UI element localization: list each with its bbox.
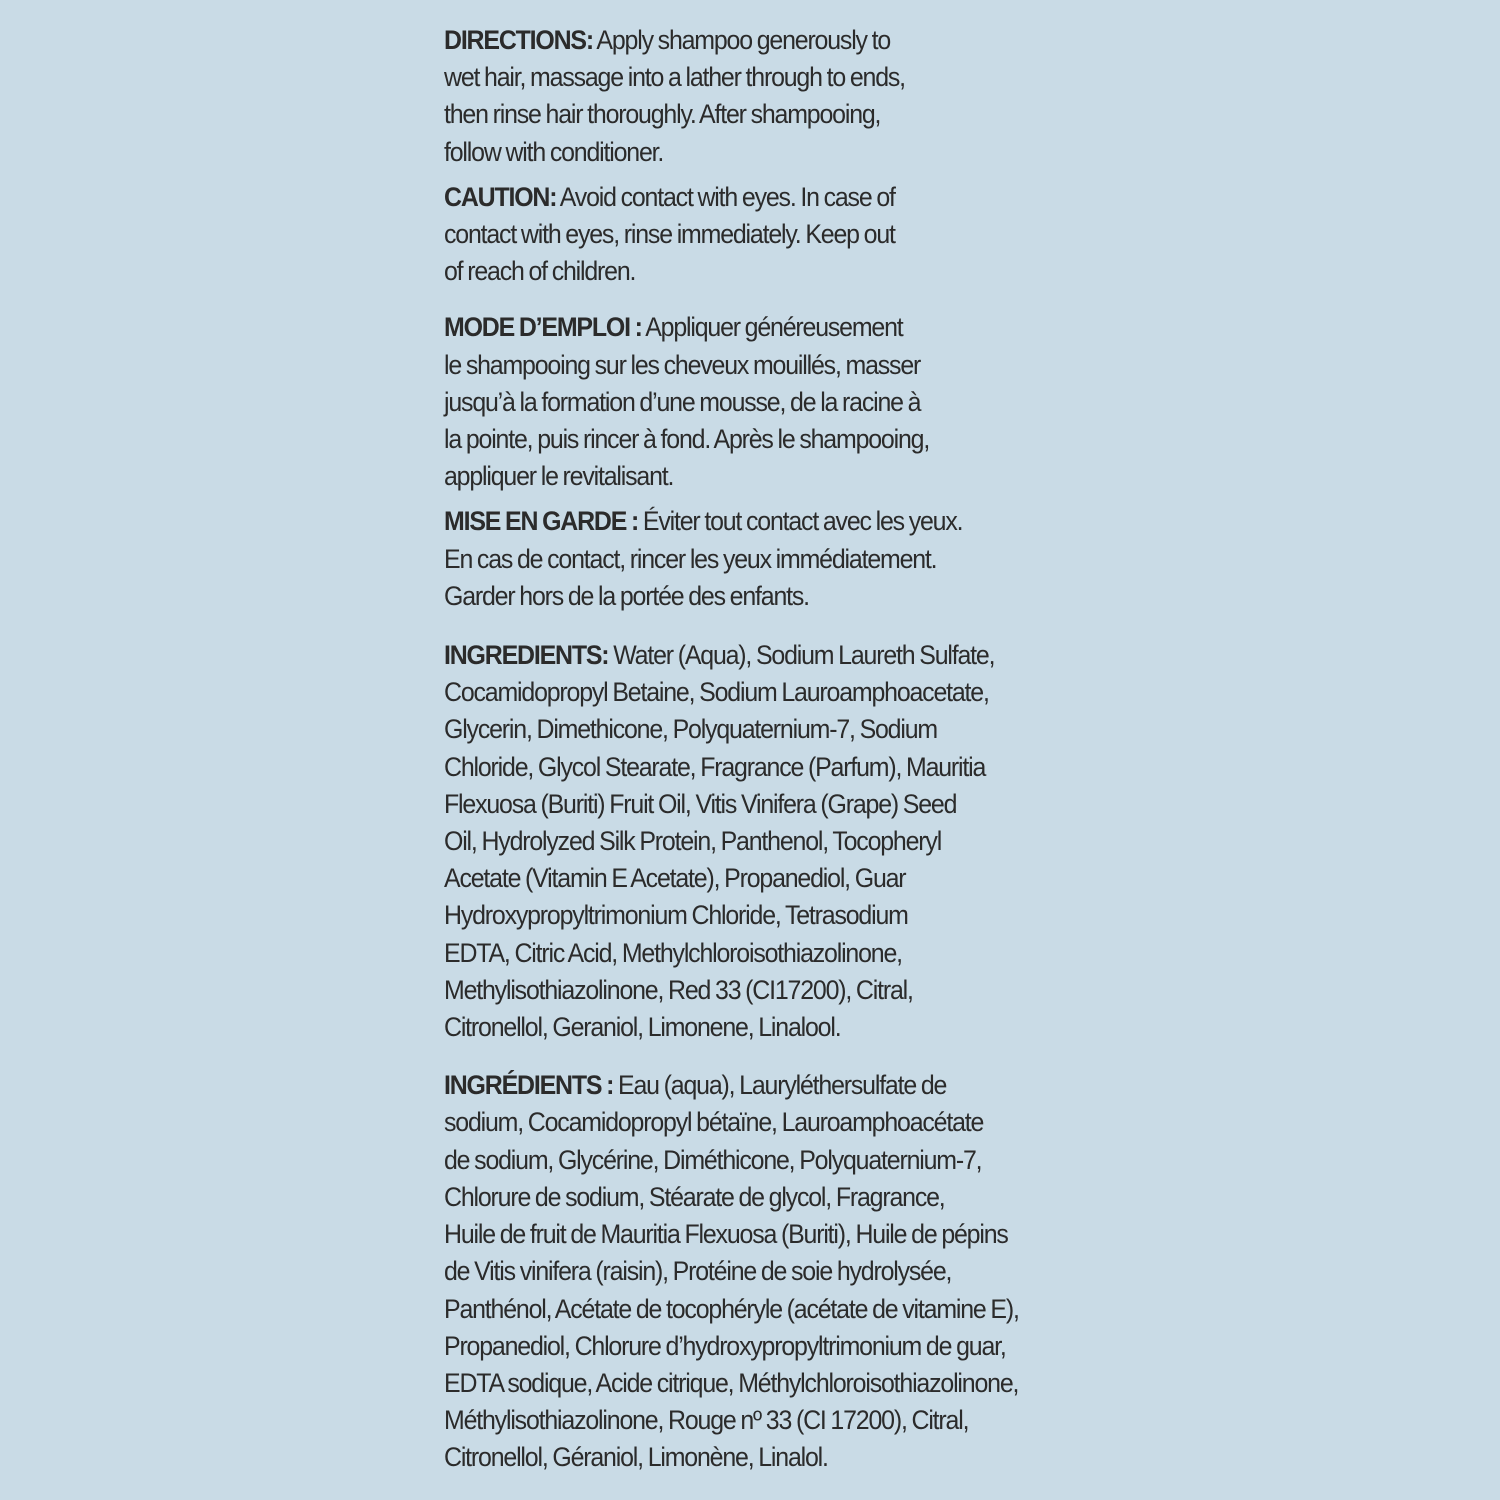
ingredients-line-1 [444,637,1027,674]
ingredients-line-4: Chloride, Glycol Stearate, Fragrance (Parfum), Mauritia [444,751,986,782]
ingredients-fr-line-6: de Vitis vinifera (raisin), Protéine de soie hydrolysée, [444,1256,952,1287]
ingredients-fr-line-5: Huile de fruit de Mauritia Flexuosa (Buriti), Huile de pépins [444,1219,1008,1250]
directions-text: Apply shampoo generously to [596,25,891,55]
mise-en-garde-line-2: En cas de contact, rincer les yeux immédiatement. [444,543,937,574]
ingredients-fr-line-11: Citronellol, Géraniol, Limonène, Linalol. [444,1442,828,1473]
mode-emploi-line-3: jusqu’à la formation d’une mousse, de la racine à [444,386,921,417]
ingredients-line-2: Cocamidopropyl Betaine, Sodium Lauroamphoacetate, [444,677,989,708]
mise-en-garde-line-1 [444,503,1027,540]
ingredients-fr-line-9: EDTA sodique, Acide citrique, Méthylchloroisothiazolinone, [444,1367,1019,1398]
ingredients-fr-line-7: Panthénol, Acétate de tocophéryle (acétate de vitamine E), [444,1293,1019,1324]
ingredients-line-10: Methylisothiazolinone, Red 33 (CI17200), Citral, [444,974,913,1005]
mode-emploi-line-1 [444,309,1027,346]
ingredients-heading: INGREDIENTS: [444,640,609,671]
ingredients-fr-section [444,1067,1027,1476]
caution-section [444,179,1027,291]
mode-emploi-line-4: la pointe, puis rincer à fond. Après le shampooing, [444,424,930,455]
mode-emploi-line-2: le shampooing sur les cheveux mouillés, masser [444,349,921,380]
ingredients-fr-line-4: Chlorure de sodium, Stéarate de glycol, Fragrance, [444,1181,945,1212]
ingredients-line-8: Hydroxypropyltrimonium Chloride, Tetrasodium [444,900,908,931]
mode-emploi-section [444,309,1027,495]
label-panel [444,22,1027,1477]
ingredients-fr-line-2: sodium, Cocamidopropyl bétaïne, Lauroamphoacétate [444,1107,984,1138]
ingredients-section [444,637,1027,1046]
ingredients-fr-heading: INGRÉDIENTS : [444,1070,614,1101]
mode-emploi-line-5: appliquer le revitalisant. [444,461,674,492]
mode-emploi-text: Appliquer généreusement [645,312,903,343]
ingredients-line-5: Flexuosa (Buriti) Fruit Oil, Vitis Vinifera (Grape) Seed [444,788,957,819]
ingredients-fr-line-3: de sodium, Glycérine, Diméthicone, Polyquaternium-7, [444,1144,982,1175]
mise-en-garde-section [444,503,1027,615]
caution-heading: CAUTION: [444,181,557,212]
caution-line-1 [444,179,1027,216]
caution-line-2: contact with eyes, rinse immediately. Keep out [444,219,895,250]
ingredients-line-11: Citronellol, Geraniol, Limonene, Linalool. [444,1012,841,1043]
ingredients-line-9: EDTA, Citric Acid, Methylchloroisothiazolinone, [444,937,902,968]
mise-en-garde-heading: MISE EN GARDE : [444,506,639,537]
caution-line-3: of reach of children. [444,256,636,287]
mode-emploi-heading: MODE D’EMPLOI : [444,312,642,343]
directions-section [444,22,1027,171]
ingredients-line-6: Oil, Hydrolyzed Silk Protein, Panthenol, Tocopheryl [444,826,942,857]
ingredients-fr-line-1 [444,1067,1027,1104]
ingredients-line-7: Acetate (Vitamin E Acetate), Propanediol, Guar [444,863,906,894]
ingredients-fr-text: Eau (aqua), Lauryléthersulfate de [618,1070,947,1101]
ingredients-text: Water (Aqua), Sodium Laureth Sulfate, [613,640,995,671]
ingredients-fr-line-10: Méthylisothiazolinone, Rouge nº 33 (CI 17200), Citral, [444,1405,969,1436]
directions-line-1 [444,22,1027,59]
directions-line-4: follow with conditioner. [444,136,664,167]
mise-en-garde-line-3: Garder hors de la portée des enfants. [444,580,809,611]
directions-line-3: then rinse hair thoroughly. After shampooing, [444,99,881,130]
mise-en-garde-text: Éviter tout contact avec les yeux. [642,506,963,537]
directions-line-2: wet hair, massage into a lather through to ends, [444,62,905,93]
directions-heading: DIRECTIONS: [444,25,593,55]
caution-text: Avoid contact with eyes. In case of [559,181,895,212]
ingredients-line-3: Glycerin, Dimethicone, Polyquaternium-7, Sodium [444,714,937,745]
ingredients-fr-line-8: Propanediol, Chlorure d’hydroxypropyltrimonium de guar, [444,1330,1006,1361]
